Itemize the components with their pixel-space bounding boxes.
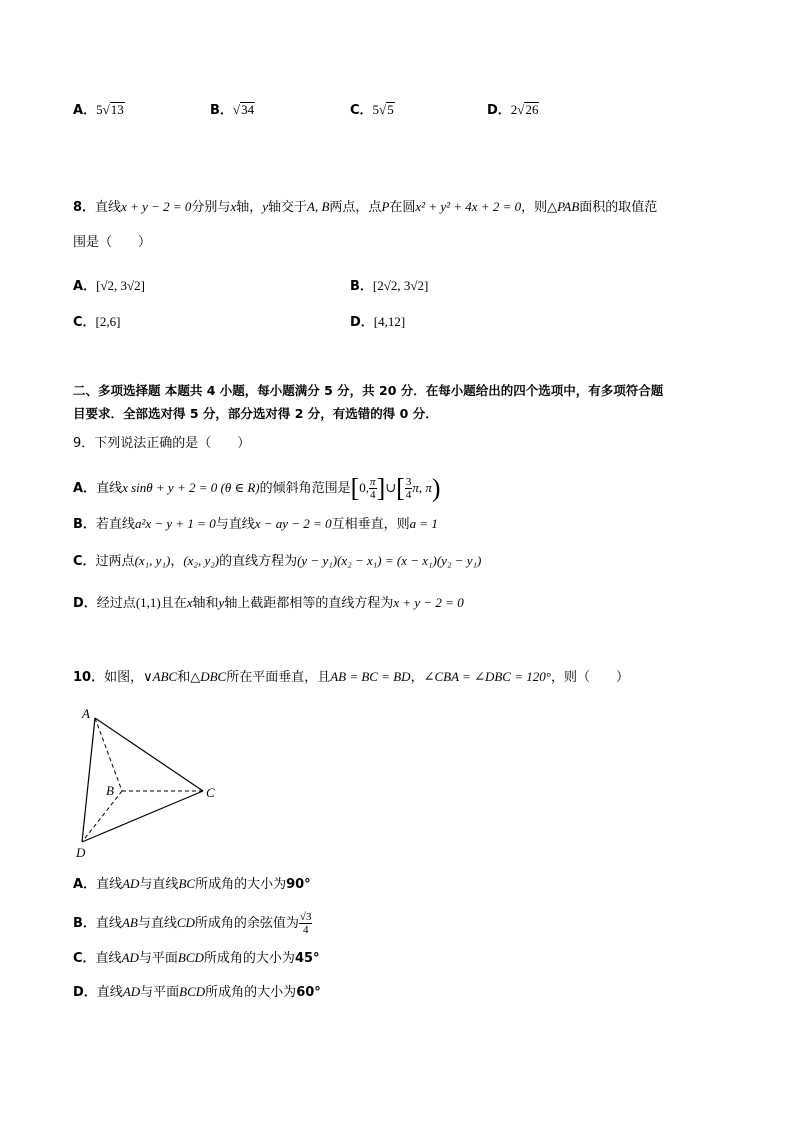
q8-stem-line1: 8．直线x + y − 2 = 0分别与x轴，y轴交于A, B两点，点P在圆x² + y² + 4x + 2 = 0，则△PAB面积的取值范 [73,199,658,215]
q7-option-a: A．5√13 [73,102,124,118]
q10-option-c: C．直线AD与平面BCD所成角的大小为45° [73,950,320,966]
q10-option-b: B．直线AB与直线CD所成角的余弦值为 $\frac{√3}{4}$ [73,911,312,936]
vertex-label-b: B [106,783,114,798]
q9-option-b: B．若直线a²x − y + 1 = 0与直线x − ay − 2 = 0互相垂直，则a = 1 [73,516,438,532]
edge-ac [95,718,203,791]
edge-ab-hidden [95,718,122,791]
vertex-label-a: A [82,706,90,721]
edge-ad [82,718,95,842]
q7-option-c: C．5√5 [350,102,394,118]
q8-option-a: A．[√2, 3√2] [73,278,145,294]
edge-bd-hidden [82,791,122,842]
q9-option-c: C．过两点(x₁, y₁)，(x₂, y₂)的直线方程为(y − y₁)(x₂ − x₁) = (x − x₁)(y₂ − y₁) [73,553,482,569]
q8-stem-line2: 围是（ ） [73,235,152,250]
q8-option-c: C．[2,6] [73,314,121,330]
edge-dc [82,791,203,842]
q10-option-d: D．直线AD与平面BCD所成角的大小为60° [73,984,321,1000]
q9-stem: 9．下列说法正确的是（ ） [73,436,251,451]
q9-option-d: D．经过点(1,1)且在x轴和y轴上截距都相等的直线方程为x + y − 2 = 0 [73,595,464,611]
vertex-label-d: D [76,845,86,860]
q10-stem: 10．如图，∨ABC和△DBC所在平面垂直，且AB = BC = BD，∠CBA = ∠DBC = 120°，则（ ） [73,669,629,685]
q7-option-d: D．2√26 [487,102,539,118]
q8-option-b: B．[2√2, 3√2] [350,278,429,294]
section2-heading-line2: 目要求．全部选对得 5 分，部分选对得 2 分，有选错的得 0 分． [73,406,438,421]
q7-option-b: B．√34 [210,102,255,118]
q8-option-d: D．[4,12] [350,314,406,330]
tetrahedron-figure [70,702,230,862]
q10-option-a: A．直线AD与直线BC所成角的大小为90° [73,876,311,892]
vertex-label-c: C [206,785,215,800]
section2-heading-line1: 二、多项选择题 本题共 4 小题，每小题满分 5 分，共 20 分．在每小题给出的四个选项中，有多项符合题 [73,383,664,398]
q9-option-a: A．直线x sinθ + y + 2 = 0 (θ ∈ R)的倾斜角范围是[0, $\frac{\pi}{4}$ ]∪[ $\frac{3}{4}$ π, π) [73,473,441,503]
